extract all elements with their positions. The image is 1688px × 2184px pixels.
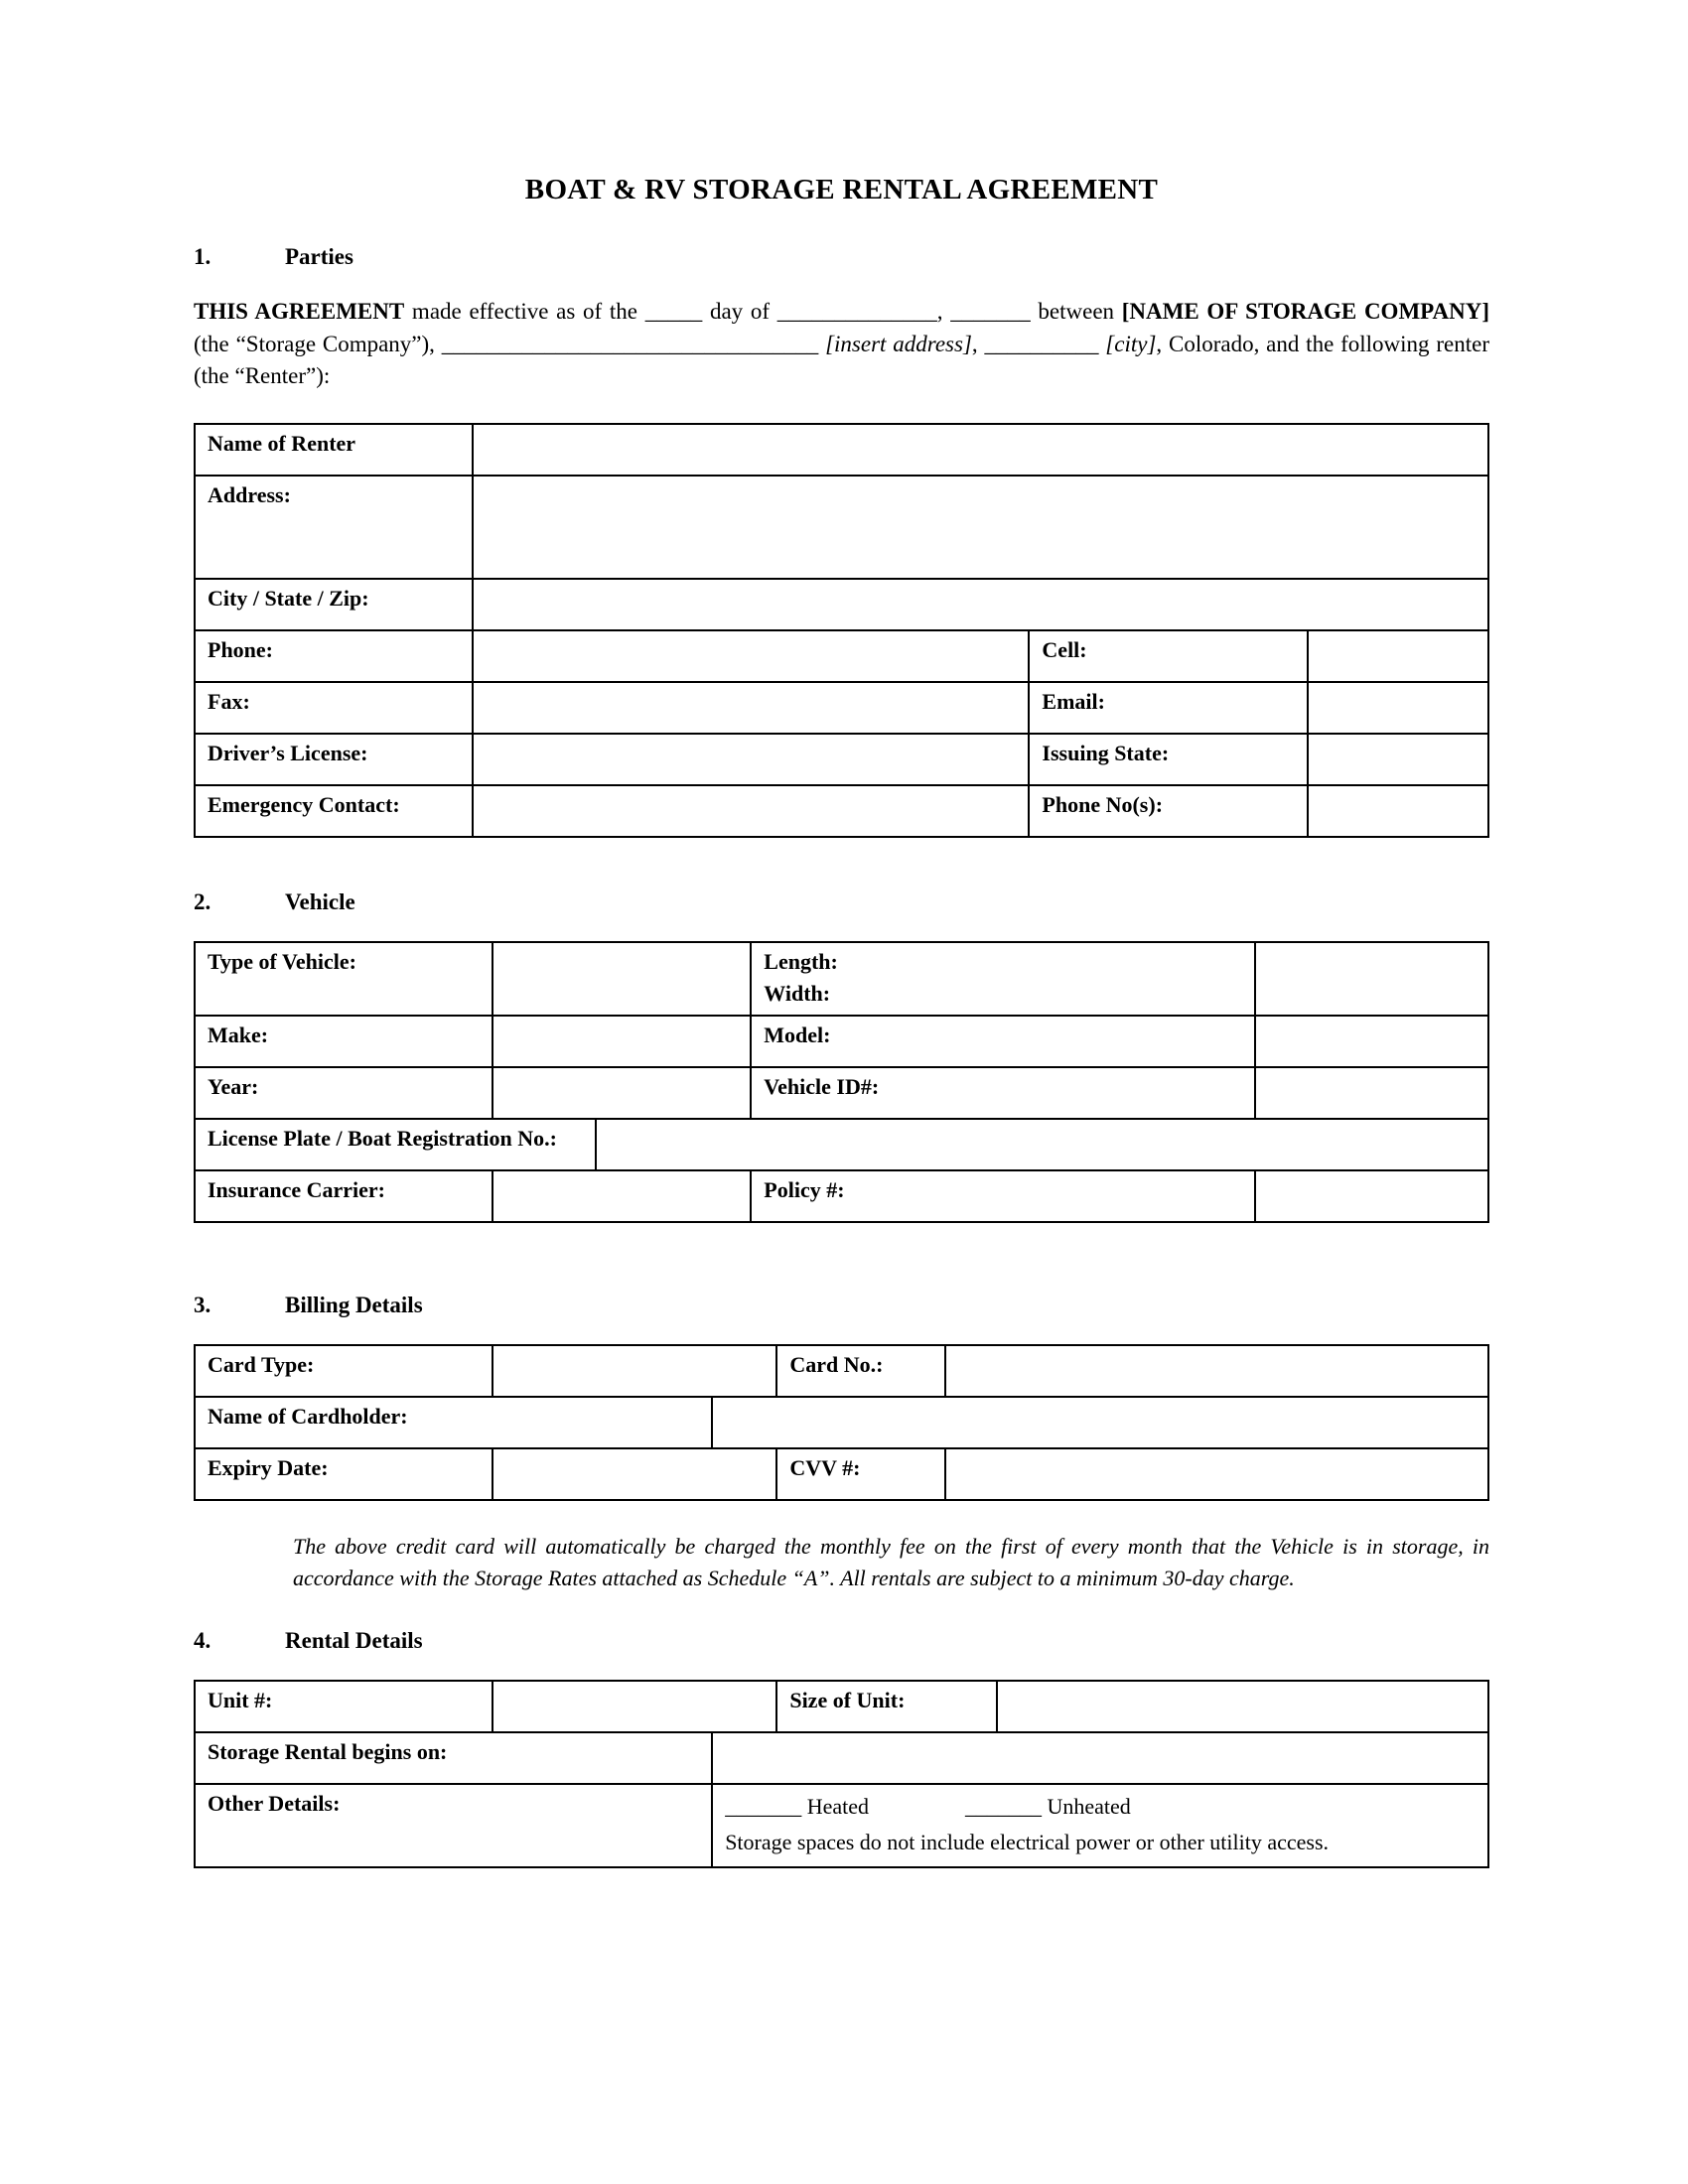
- utility-access-text: Storage spaces do not include electrical power or other utility access.: [725, 1829, 1330, 1854]
- label-fax: Fax:: [195, 682, 473, 734]
- label-drivers-license: Driver’s License:: [195, 734, 473, 785]
- table-row: [195, 942, 1488, 1016]
- text-city: [city]: [1098, 331, 1157, 356]
- label-length-width: [751, 942, 1255, 1016]
- label-expiry-date: Expiry Date:: [195, 1448, 492, 1500]
- billing-details-table: [194, 1344, 1489, 1501]
- blank-address[interactable]: _________________________________: [441, 331, 819, 356]
- field-size-of-unit[interactable]: [997, 1681, 1488, 1732]
- label-issuing-state: Issuing State:: [1029, 734, 1307, 785]
- field-name-of-cardholder[interactable]: [712, 1397, 1488, 1448]
- text-made-effective: made effective as of the: [404, 299, 645, 324]
- field-cell[interactable]: [1308, 630, 1488, 682]
- field-type-of-vehicle[interactable]: [492, 942, 752, 1016]
- label-phone-nos: Phone No(s):: [1029, 785, 1307, 837]
- table-row: [195, 1345, 1488, 1397]
- field-unit-no[interactable]: [492, 1681, 777, 1732]
- renter-info-table: [194, 423, 1489, 838]
- field-phone-nos[interactable]: [1308, 785, 1488, 837]
- section-heading-rental: [194, 1628, 1489, 1654]
- heated-options-row: [725, 1791, 1477, 1823]
- label-size-of-unit: Size of Unit:: [776, 1681, 997, 1732]
- section-number: 1.: [194, 244, 211, 269]
- table-row: [195, 682, 1488, 734]
- table-row: [195, 1119, 1488, 1170]
- field-storage-rental-begins[interactable]: [712, 1732, 1488, 1784]
- page-title: BOAT & RV STORAGE RENTAL AGREEMENT: [524, 174, 1159, 205]
- table-row: [195, 630, 1488, 682]
- table-row: [195, 1170, 1488, 1222]
- label-length: Length:: [764, 948, 838, 974]
- field-card-no[interactable]: [945, 1345, 1488, 1397]
- section-label: Billing Details: [285, 1292, 423, 1317]
- field-address[interactable]: [473, 476, 1488, 579]
- text-day-of: day of: [702, 299, 777, 324]
- section-label: Parties: [285, 244, 353, 269]
- label-cvv: CVV #:: [776, 1448, 944, 1500]
- label-card-no: Card No.:: [776, 1345, 944, 1397]
- billing-note: The above credit card will automatically be charged the monthly fee on the first of every month that the Vehicle is in storage, in accordance with the Storage Rates attached as Schedule “A”. All rentals are subject to a minimum 30-day charge.: [293, 1533, 1489, 1590]
- label-name-of-cardholder: Name of Cardholder:: [195, 1397, 712, 1448]
- blank-month[interactable]: ______________: [776, 299, 937, 324]
- label-unheated: Unheated: [1047, 1793, 1131, 1819]
- field-other-details: [712, 1784, 1488, 1867]
- label-heated: Heated: [806, 1793, 869, 1819]
- field-city-state-zip[interactable]: [473, 579, 1488, 630]
- table-row: [195, 1397, 1488, 1448]
- label-unit-no: Unit #:: [195, 1681, 492, 1732]
- section-label: Vehicle: [285, 888, 355, 914]
- field-name-of-renter[interactable]: [473, 424, 1488, 476]
- blank-unheated[interactable]: _______: [964, 1793, 1042, 1819]
- blank-year[interactable]: _______: [950, 299, 1031, 324]
- spacer: [194, 1253, 1489, 1293]
- field-phone[interactable]: [473, 630, 1029, 682]
- table-row: [195, 785, 1488, 837]
- text-between: between: [1030, 299, 1122, 324]
- label-year: Year:: [195, 1067, 492, 1119]
- field-length-width[interactable]: [1255, 942, 1488, 1016]
- text-colorado-renter: , Colorado, and the following renter (the “Renter”):: [194, 331, 1489, 389]
- field-year[interactable]: [492, 1067, 752, 1119]
- label-insurance-carrier: Insurance Carrier:: [195, 1170, 492, 1222]
- field-fax[interactable]: [473, 682, 1029, 734]
- table-row: [195, 1067, 1488, 1119]
- label-type-of-vehicle: Type of Vehicle:: [195, 942, 492, 1016]
- table-row: [195, 1732, 1488, 1784]
- label-width: Width:: [764, 980, 831, 1006]
- field-email[interactable]: [1308, 682, 1488, 734]
- label-phone: Phone:: [195, 630, 473, 682]
- table-row: [195, 1448, 1488, 1500]
- table-row: [195, 734, 1488, 785]
- section-number: 4.: [194, 1627, 211, 1653]
- blank-city[interactable]: __________: [984, 331, 1099, 356]
- field-cvv[interactable]: [945, 1448, 1488, 1500]
- section-heading-parties: [194, 244, 1489, 270]
- vehicle-info-table: [194, 941, 1489, 1223]
- label-city-state-zip: City / State / Zip:: [195, 579, 473, 630]
- label-other-details: Other Details:: [195, 1784, 712, 1867]
- label-address: Address:: [195, 476, 473, 579]
- field-model[interactable]: [1255, 1016, 1488, 1067]
- label-vehicle-id: Vehicle ID#:: [751, 1067, 1255, 1119]
- text-storage-company-defined: (the “Storage Company”),: [194, 331, 442, 356]
- field-emergency-contact[interactable]: [473, 785, 1029, 837]
- section-heading-billing: [194, 1293, 1489, 1318]
- table-row: [195, 579, 1488, 630]
- label-make: Make:: [195, 1016, 492, 1067]
- section-number: 3.: [194, 1292, 211, 1317]
- label-policy: Policy #:: [751, 1170, 1255, 1222]
- field-make[interactable]: [492, 1016, 752, 1067]
- blank-heated[interactable]: _______: [725, 1793, 802, 1819]
- agreement-lead-text: THIS AGREEMENT: [194, 299, 405, 324]
- spacer: [194, 868, 1489, 889]
- field-issuing-state[interactable]: [1308, 734, 1488, 785]
- section-heading-vehicle: [194, 889, 1489, 915]
- field-vehicle-id[interactable]: [1255, 1067, 1488, 1119]
- section-label: Rental Details: [285, 1627, 423, 1653]
- field-expiry-date[interactable]: [492, 1448, 777, 1500]
- table-row: [195, 1016, 1488, 1067]
- table-row: [195, 476, 1488, 579]
- label-storage-rental-begins: Storage Rental begins on:: [195, 1732, 712, 1784]
- table-row: [195, 424, 1488, 476]
- label-email: Email:: [1029, 682, 1307, 734]
- field-policy[interactable]: [1255, 1170, 1488, 1222]
- rental-details-table: [194, 1680, 1489, 1868]
- section-number: 2.: [194, 888, 211, 914]
- other-details-content: [725, 1791, 1477, 1858]
- text-comma-2: ,: [971, 331, 985, 356]
- parties-paragraph: [194, 296, 1489, 393]
- text-insert-address: [insert address]: [818, 331, 972, 356]
- field-insurance-carrier[interactable]: [492, 1170, 752, 1222]
- text-comma-1: ,: [936, 299, 951, 324]
- table-row: [195, 1784, 1488, 1867]
- label-emergency-contact: Emergency Contact:: [195, 785, 473, 837]
- table-row: [195, 1681, 1488, 1732]
- label-card-type: Card Type:: [195, 1345, 492, 1397]
- label-cell: Cell:: [1029, 630, 1307, 682]
- blank-day[interactable]: _____: [644, 299, 703, 324]
- field-drivers-license[interactable]: [473, 734, 1029, 785]
- field-license-plate[interactable]: [596, 1119, 1488, 1170]
- field-card-type[interactable]: [492, 1345, 777, 1397]
- label-license-plate: License Plate / Boat Registration No.:: [195, 1119, 596, 1170]
- label-name-of-renter: Name of Renter: [195, 424, 473, 476]
- text-storage-company-placeholder: [NAME OF STORAGE COMPANY]: [1121, 299, 1489, 324]
- label-model: Model:: [751, 1016, 1255, 1067]
